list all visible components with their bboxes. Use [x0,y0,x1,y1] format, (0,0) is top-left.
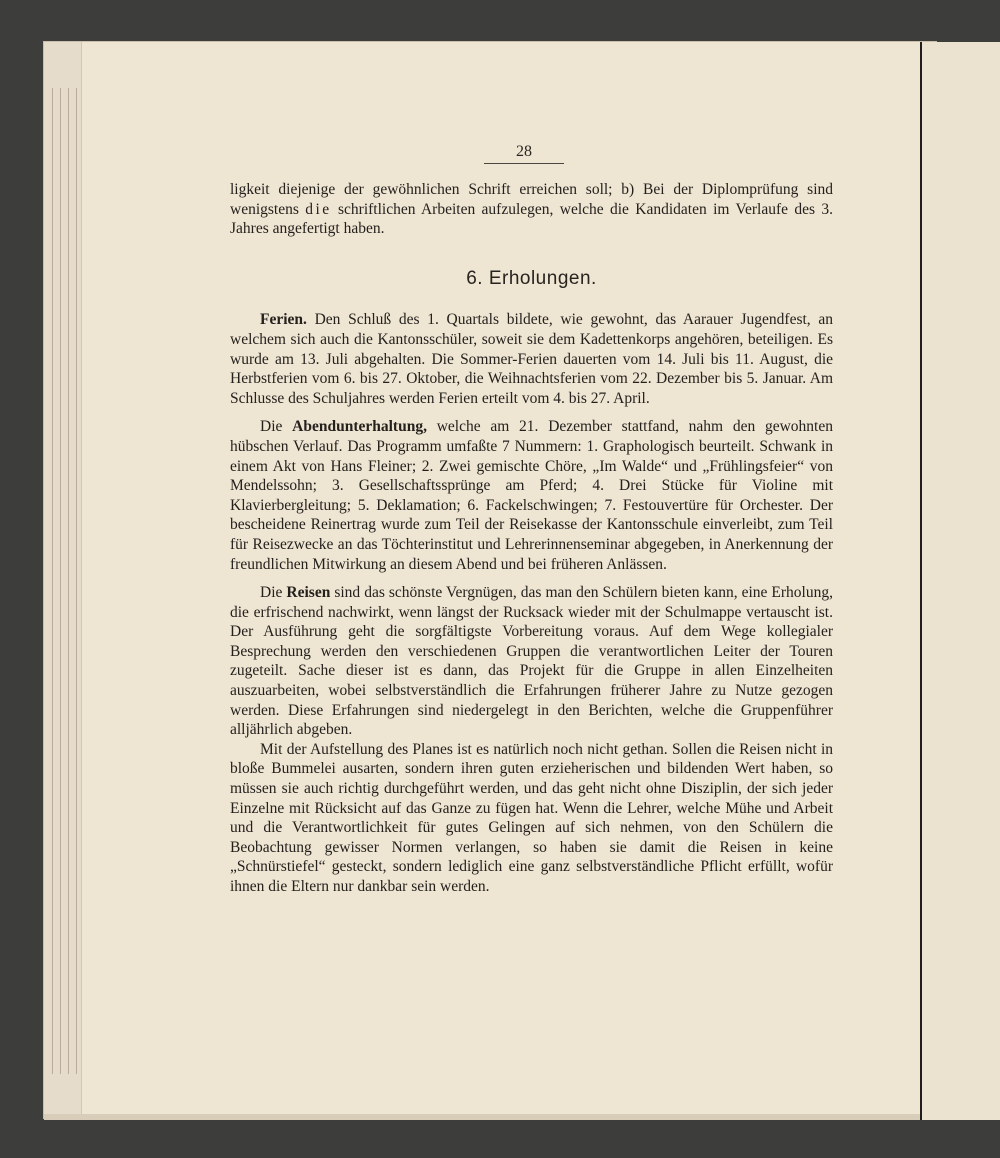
page-number: 28 [516,143,532,160]
ferien-paragraph: Ferien. Den Schluß des 1. Quartals bildete, wie gewohnt, das Aarauer Jugendfest, an welchem sich auch die Kantonsschüler, soweit sie dem Kadettenkorps angehören, beteiligen. Es wurde am 13. Juli abgehalten. Die Sommer-Ferien dauerten vom 14. Juli bis 11. August, die Herbstferien vom 6. bis 27. Oktober, die Weihnachtsferien vom 22. Dezember bis 5. Januar. Am Schlusse des Schuljahres werden Ferien erteilt vom 4. bis 27. April. [230,311,833,407]
page-edge [60,88,61,1074]
facing-page [920,42,1000,1120]
section-heading: 6. Erholungen. [466,267,597,289]
ferien-label: Ferien. [260,311,307,329]
page-number-rule [484,163,564,164]
page-edge [68,88,69,1074]
intro-paragraph: ligkeit diejenige der gewöhnlichen Schrift erreichen soll; b) Bei der Diplomprüfung sind wenigstens die schriftlichen Arbeiten aufzulegen, welche die Kandidaten im Verlaufe des 3. Jahres angefertigt haben. [230,181,833,238]
body-text [230,180,833,897]
reisen-label: Reisen [286,584,331,602]
page-bottom-edge [44,1114,944,1120]
page-edge [76,88,77,1074]
reisen-paragraph: Die Reisen sind das schönste Vergnügen, das man den Schülern bieten kann, eine Erholung, die erfrischend nachwirkt, wenn längst der Rucksack wieder mit der Schulmappe vertauscht ist. Der Ausführung geht die sorgfältigste Vorbereitung voraus. Auf dem Wege kollegialer Besprechung werden den verschiedenen Gruppen die verantwortlichen Leiter der Touren zugeteilt. Sache dieser ist es dann, das Projekt für die Gruppe in allen Einzelheiten auszuarbeiten, wobei selbstverständlich die Erfahrungen früherer Jahre zu Nutze gezogen werden. Diese Erfahrungen sind niedergelegt in den Berichten, welche die Gruppenführer alljährlich abgeben. [230,584,833,739]
planes-paragraph: Mit der Aufstellung des Planes ist es natürlich noch nicht gethan. Sollen die Reisen nicht in bloße Bummelei ausarten, sondern ihren guten erzieherischen und bildenden Wert haben, so müssen sie auch richtig durchgeführt werden, und das geht nicht ohne Disziplin, der sich jeder Einzelne mit Rücksicht auf das Ganze zu fügen hat. Wenn die Lehrer, welche Mühe und Arbeit und die Verantwortlichkeit für gutes Gelingen auf sich nehmen, von den Schülern die Beobachtung gewisser Normen verlangen, so haben sie damit die Reisen in keine „Schnürstiefel“ gesteckt, sondern lediglich eine ganz selbstverständliche Pflicht erfüllt, wofür ihnen die Eltern nur dankbar sein werden. [230,740,833,895]
spaced-word: die [305,200,332,218]
abendunterhaltung-label: Abendunterhaltung, [292,418,427,436]
page-edge [52,88,53,1074]
abendunterhaltung-paragraph: Die Abendunterhaltung, welche am 21. Dezember stattfand, nahm den gewohnten hübschen Verlauf. Das Programm umfaßte 7 Nummern: 1. Graphologisch beurteilt. Schwank in einem Akt von Hans Fleiner; 2. Zwei gemischte Chöre, „Im Walde“ und „Frühlingsfeier“ von Mendelssohn; 3. Gesellschaftssprünge am Pferd; 4. Drei Stücke für Violine mit Klavierbergleitung; 5. Deklamation; 6. Fackelschwingen; 7. Festouvertüre für Orchester. Der bescheidene Reinertrag wurde zum Teil der Reisekasse der Kantonsschule einverleibt, zum Teil für Reisezwecke an das Töchterinstitut und Lehrerinnenseminar abgegeben, in Anerkennung der freundlichen Mitwirkung an diesem Abend und bei früheren Anlässen. [230,418,833,573]
